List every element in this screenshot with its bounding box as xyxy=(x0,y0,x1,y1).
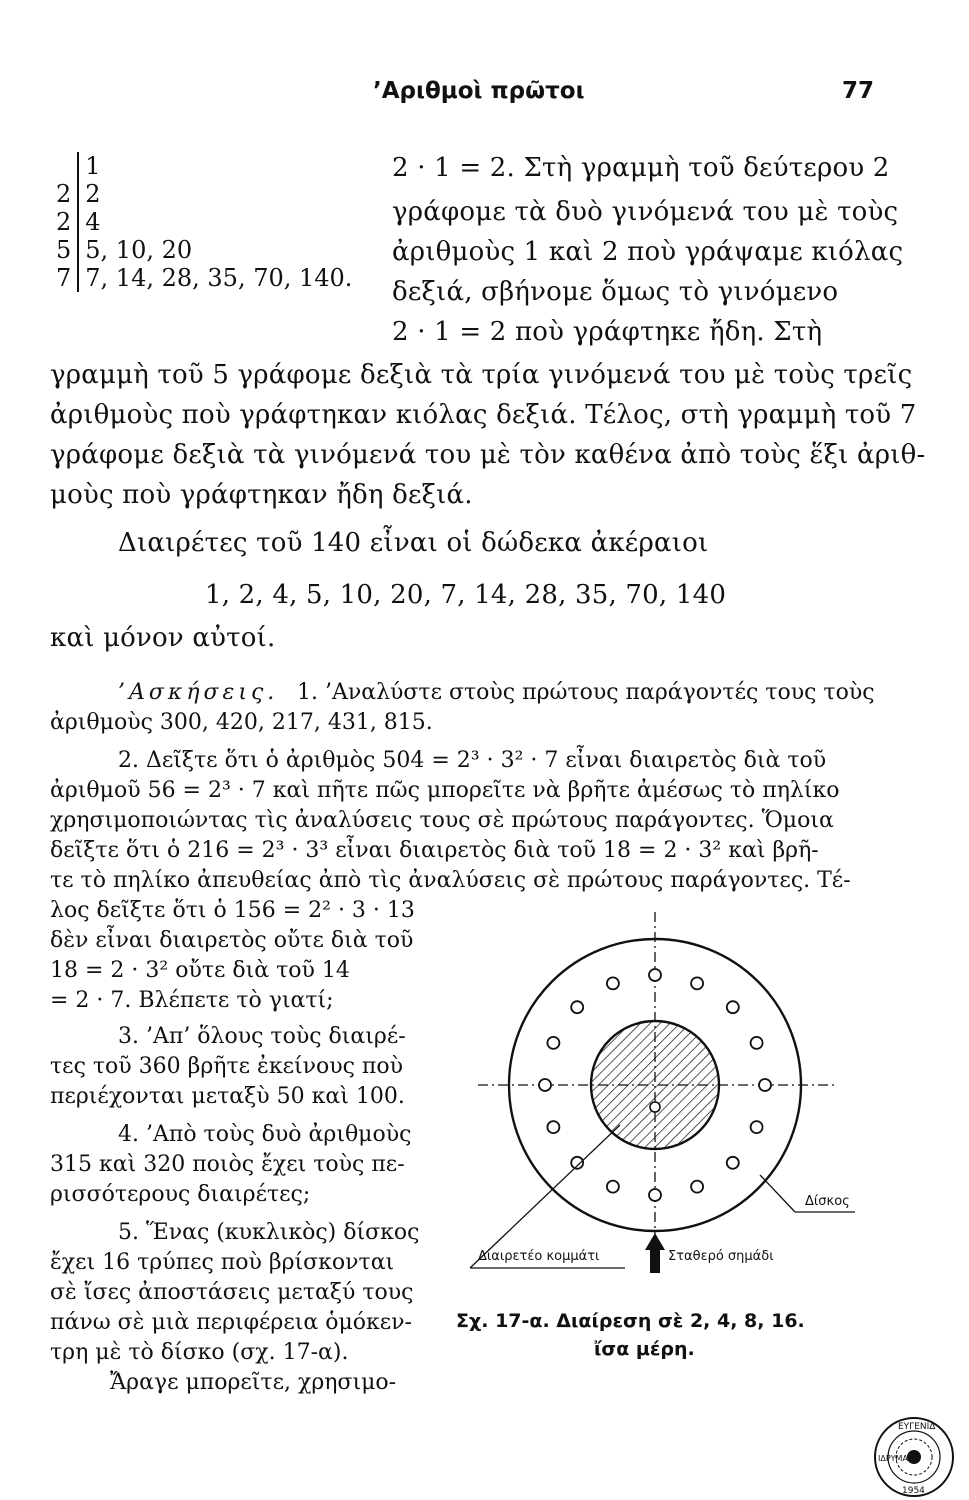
text-line: χρησιμοποιώντας τὶς ἀναλύσεις τους σὲ πρώτους παράγοντες. Ὅμοια xyxy=(50,808,834,833)
label-fixed: Σταθερό σημάδι xyxy=(668,1249,774,1264)
table-cell-divisors: 2 xyxy=(85,180,101,208)
text-line: 3. ’Απ’ ὅλους τοὺς διαιρέ- xyxy=(118,1024,406,1049)
stamp-text-top: ΕΥΓΕΝΙΔ xyxy=(898,1422,936,1432)
disk-leader xyxy=(760,1175,795,1212)
table-cell-prime: 7 xyxy=(50,264,78,292)
table-cell-divisors: 1 xyxy=(85,152,101,180)
running-head: ’Αριθμοὶ πρῶτοι xyxy=(373,78,585,104)
figure-caption: Σχ. 17-α. Διαίρεση σὲ 2, 4, 8, 16. xyxy=(456,1310,805,1332)
table-row xyxy=(50,152,358,180)
hole xyxy=(607,1181,619,1193)
text-line: 18 = 2 · 3² οὔτε διὰ τοῦ 14 xyxy=(50,958,350,983)
text-line: γράφομε τὰ δυὸ γινόμενά του μὲ τοὺς xyxy=(392,197,899,227)
text-line: Ἄραγε μπορεῖτε, χρησιμο- xyxy=(110,1370,397,1395)
text-line: μοὺς ποὺ γράφτηκαν ἤδη δεξιά. xyxy=(50,480,473,510)
hole xyxy=(539,1079,551,1091)
table-cell-divisors: 4 xyxy=(85,208,101,236)
text-line: σὲ ἴσες ἀποστάσεις μεταξύ τους xyxy=(50,1280,414,1305)
table-row xyxy=(50,180,358,208)
hole xyxy=(607,977,619,989)
text-line: δὲν εἶναι διαιρετὸς οὔτε διὰ τοῦ xyxy=(50,928,414,953)
hole xyxy=(751,1121,763,1133)
exercises-heading: ’Ασκήσεις. xyxy=(118,680,279,705)
text-line: 315 καὶ 320 ποιὸς ἔχει τοὺς πε- xyxy=(50,1152,405,1177)
hole xyxy=(571,1001,583,1013)
text-line: ἀριθμοῦ 56 = 2³ · 7 καὶ πῆτε πῶς μπορεῖτε νὰ βρῆτε ἀμέσως τὸ πηλίκο xyxy=(50,778,840,803)
text-line: λος δεῖξτε ὅτι ὁ 156 = 2² · 3 · 13 xyxy=(50,898,415,923)
divided-leader xyxy=(470,1125,620,1268)
foundation-stamp xyxy=(872,1415,956,1499)
page-number: 77 xyxy=(842,78,875,104)
hole xyxy=(727,1001,739,1013)
factor-table xyxy=(50,152,358,292)
stamp-text-left: ΙΔΡΥΜΑ xyxy=(878,1454,908,1463)
hole xyxy=(759,1079,771,1091)
table-cell-prime: 2 xyxy=(50,180,78,208)
text-line: 5. Ἕνας (κυκλικὸς) δίσκος xyxy=(118,1220,420,1245)
figure-caption: ἴσα μέρη. xyxy=(594,1338,695,1360)
table-cell-divisors: 5, 10, 20 xyxy=(85,236,193,264)
label-disk: Δίσκος xyxy=(805,1194,850,1209)
label-divided: Διαιρετέο κομμάτι xyxy=(478,1249,600,1264)
text-line: 2 · 1 = 2 ποὺ γράφτηκε ἤδη. Στὴ xyxy=(392,317,823,347)
text-line: ἔχει 16 τρύπες ποὺ βρίσκονται xyxy=(50,1250,395,1275)
table-row xyxy=(50,236,358,264)
disk-figure xyxy=(455,900,875,1280)
table-cell-prime: 5 xyxy=(50,236,78,264)
divisors-list: 1, 2, 4, 5, 10, 20, 7, 14, 28, 35, 70, 140 xyxy=(205,580,727,610)
text-line: = 2 · 7. Βλέπετε τὸ γιατί; xyxy=(50,988,334,1013)
divided-part xyxy=(591,1021,719,1149)
text-line: ἀριθμοὺς 300, 420, 217, 431, 815. xyxy=(50,710,433,735)
center-hole xyxy=(650,1102,660,1112)
text-line: 2. Δεῖξτε ὅτι ὁ ἀριθμὸς 504 = 2³ · 3² · 7 εἶναι διαιρετὸς διὰ τοῦ xyxy=(118,748,827,773)
text-line: περιέχονται μεταξὺ 50 καὶ 100. xyxy=(50,1084,405,1109)
text-line: ρισσότερους διαιρέτες; xyxy=(50,1182,311,1207)
hole xyxy=(691,977,703,989)
text-line: τες τοῦ 360 βρῆτε ἐκείνους ποὺ xyxy=(50,1054,404,1079)
text-line: γραμμὴ τοῦ 5 γράφομε δεξιὰ τὰ τρία γινόμενά του μὲ τοὺς τρεῖς xyxy=(50,360,913,390)
table-row xyxy=(50,208,358,236)
hole xyxy=(691,1181,703,1193)
text-line: πάνω σὲ μιὰ περιφέρεια ὁμόκεν- xyxy=(50,1310,412,1335)
hole xyxy=(751,1037,763,1049)
fixed-mark xyxy=(650,1247,660,1273)
hole xyxy=(727,1157,739,1169)
text-line: 4. ’Απὸ τοὺς δυὸ ἀριθμοὺς xyxy=(118,1122,412,1147)
text-line: Διαιρέτες τοῦ 140 εἶναι οἱ δώδεκα ἀκέραιοι xyxy=(118,528,709,558)
text-line: 2 · 1 = 2. Στὴ γραμμὴ τοῦ δεύτερου 2 xyxy=(392,153,890,183)
text-line: καὶ μόνον αὐτοί. xyxy=(50,623,276,653)
text-line: ἀριθμοὺς 1 καὶ 2 ποὺ γράψαμε κιόλας xyxy=(392,237,904,267)
text-line: 1. ’Αναλύστε στοὺς πρώτους παράγοντές τους τοὺς xyxy=(297,680,875,705)
table-cell-divisors: 7, 14, 28, 35, 70, 140. xyxy=(85,264,353,292)
stamp-year: 1954 xyxy=(902,1486,925,1496)
hole xyxy=(571,1157,583,1169)
text-line: δεῖξτε ὅτι ὁ 216 = 2³ · 3³ εἶναι διαιρετὸς διὰ τοῦ 18 = 2 · 3² καὶ βρῆ- xyxy=(50,838,819,863)
table-cell-prime xyxy=(50,152,78,180)
hole xyxy=(547,1037,559,1049)
text-line: ἀριθμοὺς ποὺ γράφτηκαν κιόλας δεξιά. Τέλος, στὴ γραμμὴ τοῦ 7 xyxy=(50,400,917,430)
text-line: τρη μὲ τὸ δίσκο (σχ. 17-α). xyxy=(50,1340,349,1365)
text-line: γράφομε δεξιὰ τὰ γινόμενά του μὲ τὸν καθένα ἀπὸ τοὺς ἕξι ἀριθ- xyxy=(50,440,926,470)
table-cell-prime: 2 xyxy=(50,208,78,236)
table-row xyxy=(50,264,358,292)
hole xyxy=(649,969,661,981)
fixed-mark-arrowhead xyxy=(645,1233,665,1250)
text-line: τε τὸ πηλίκο ἀπευθείας ἀπὸ τὶς ἀναλύσεις σὲ πρώτους παράγοντες. Τέ- xyxy=(50,868,851,893)
text-line: δεξιά, σβήνομε ὅμως τὸ γινόμενο xyxy=(392,277,839,307)
hole xyxy=(649,1189,661,1201)
hole xyxy=(547,1121,559,1133)
